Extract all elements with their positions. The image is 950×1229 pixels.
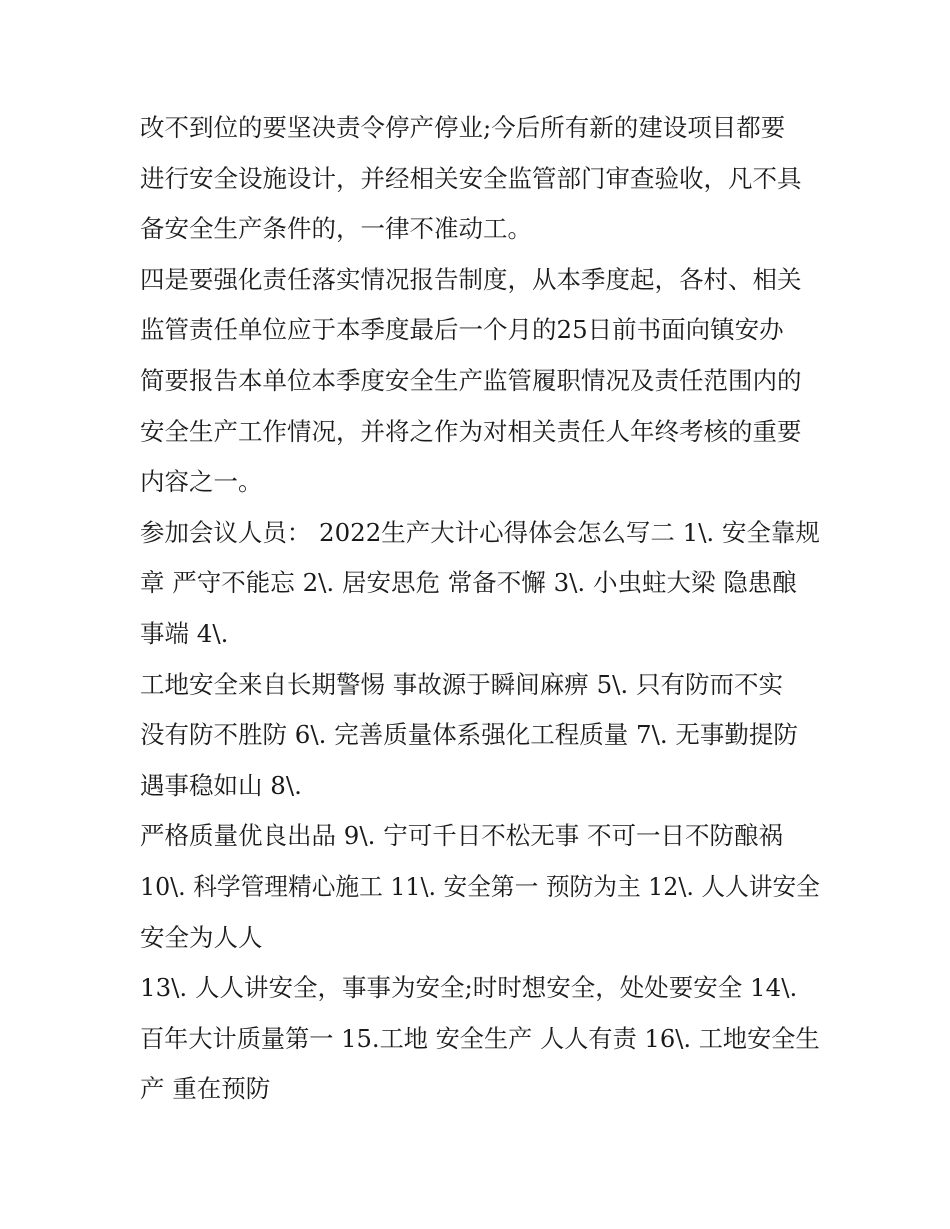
text-line: 监管责任单位应于本季度最后一个月的25日前书面向镇安办 (140, 315, 784, 345)
text-line: 进行安全设施设计，并经相关安全监管部门审查验收，凡不具 (140, 163, 802, 193)
text-line: 10\. 科学管理精心施工 11\. 安全第一 预防为主 12\. 人人讲安全 (140, 871, 820, 901)
text-line: 严格质量优良出品 9\. 宁可千日不松无事 不可一日不防酿祸 (140, 821, 783, 851)
text-line: 产 重在预防 (140, 1074, 271, 1104)
text-line: 备安全生产条件的，一律不准动工。 (140, 214, 532, 244)
text-line: 遇事稳如山 8\. (140, 770, 302, 800)
text-line: 安全为人人 (140, 922, 263, 952)
text-line: 章 严守不能忘 2\. 居安思危 常备不懈 3\. 小虫蛀大梁 隐患酿 (140, 568, 797, 598)
text-line: 没有防不胜防 6\. 完善质量体系强化工程质量 7\. 无事勤提防 (140, 720, 798, 750)
text-line: 工地安全来自长期警惕 事故源于瞬间麻痹 5\. 只有防而不实 (140, 669, 783, 699)
text-line: 四是要强化责任落实情况报告制度，从本季度起，各村、相关 (140, 264, 802, 294)
text-line: 参加会议人员： 2022生产大计心得体会怎么写二 1\. 安全靠规 (140, 517, 820, 547)
document-body (140, 103, 820, 1115)
text-line: 简要报告本单位本季度安全生产监管履职情况及责任范围内的 (140, 365, 802, 395)
text-line: 内容之一。 (140, 467, 263, 497)
text-line: 安全生产工作情况，并将之作为对相关责任人年终考核的重要 (140, 416, 802, 446)
text-line: 百年大计质量第一 15.工地 安全生产 人人有责 16\. 工地安全生 (140, 1023, 820, 1053)
text-line: 事端 4\. (140, 618, 229, 648)
text-line: 13\. 人人讲安全，事事为安全;时时想安全，处处要安全 14\. (140, 973, 798, 1003)
text-line: 改不到位的要坚决责令停产停业;今后所有新的建设项目都要 (140, 113, 786, 142)
